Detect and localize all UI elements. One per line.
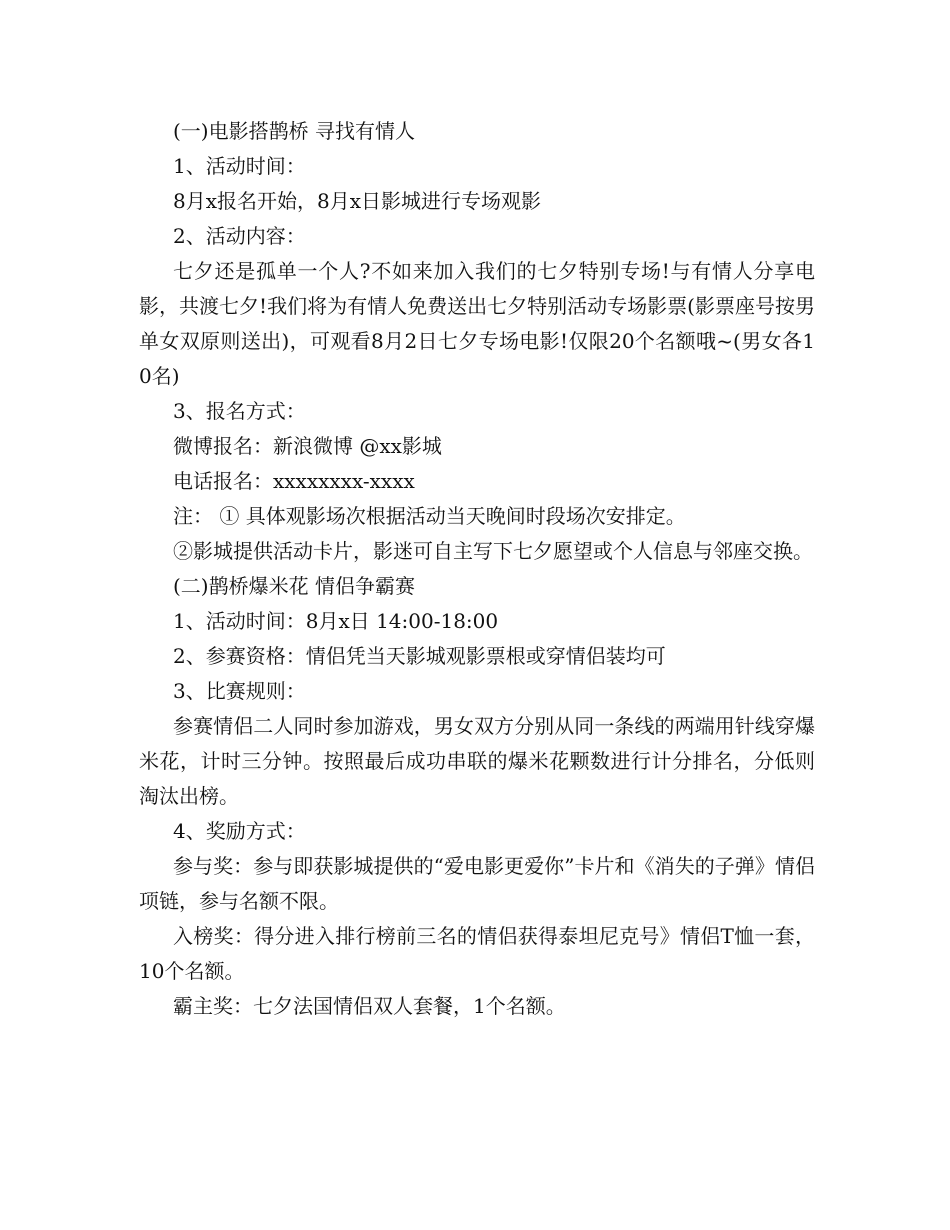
section-heading-2: (二)鹊桥爆米花 情侣争霸赛 bbox=[173, 574, 415, 598]
section-heading-1: (一)电影搭鹊桥 寻找有情人 bbox=[173, 119, 415, 143]
weibo-signup: 微博报名：新浪微博 @xx影城 bbox=[173, 434, 442, 458]
activity-time-text: 8月x报名开始，8月x日影城进行专场观影 bbox=[173, 189, 542, 213]
ranking-award: 入榜奖：得分进入排行榜前三名的情侣获得泰坦尼克号》情侣T恤一套，10个名额。 bbox=[139, 924, 815, 983]
phone-signup: 电话报名：xxxxxxxx-xxxx bbox=[173, 469, 415, 493]
reward-method-label: 4、奖励方式： bbox=[173, 819, 306, 843]
note-2: ②影城提供活动卡片，影迷可自主写下七夕愿望或个人信息与邻座交换。 bbox=[173, 539, 813, 563]
activity-content-text: 七夕还是孤单一个人?不如来加入我们的七夕特别专场!与有情人分享电影，共渡七夕!我们将为有情人免费送出七夕特别活动专场影票(影票座号按男单女双原则送出)，可观看8月2日七夕专场电影!仅限20个名额哦~(男女各10名) bbox=[139, 259, 815, 388]
activity-content-label: 2、活动内容： bbox=[173, 224, 306, 248]
activity-time-label: 1、活动时间： bbox=[173, 154, 306, 178]
contest-time: 1、活动时间：8月x日 14:00-18:00 bbox=[173, 609, 499, 633]
contest-rules-label: 3、比赛规则： bbox=[173, 679, 306, 703]
participation-award: 参与奖：参与即获影城提供的“爱电影更爱你”卡片和《消失的子弹》情侣项链，参与名额不限。 bbox=[139, 854, 815, 913]
signup-method-label: 3、报名方式： bbox=[173, 399, 306, 423]
contest-rules-text: 参赛情侣二人同时参加游戏，男女双方分别从同一条线的两端用针线穿爆米花，计时三分钟。按照最后成功串联的爆米花颗数进行计分排名，分低则淘汰出榜。 bbox=[139, 714, 815, 808]
contest-eligibility: 2、参赛资格：情侣凭当天影城观影票根或穿情侣装均可 bbox=[173, 644, 666, 668]
note-1: 注： ① 具体观影场次根据活动当天晚间时段场次安排定。 bbox=[173, 504, 686, 528]
champion-award: 霸主奖：七夕法国情侣双人套餐，1个名额。 bbox=[173, 994, 566, 1018]
document-body bbox=[139, 114, 815, 1024]
